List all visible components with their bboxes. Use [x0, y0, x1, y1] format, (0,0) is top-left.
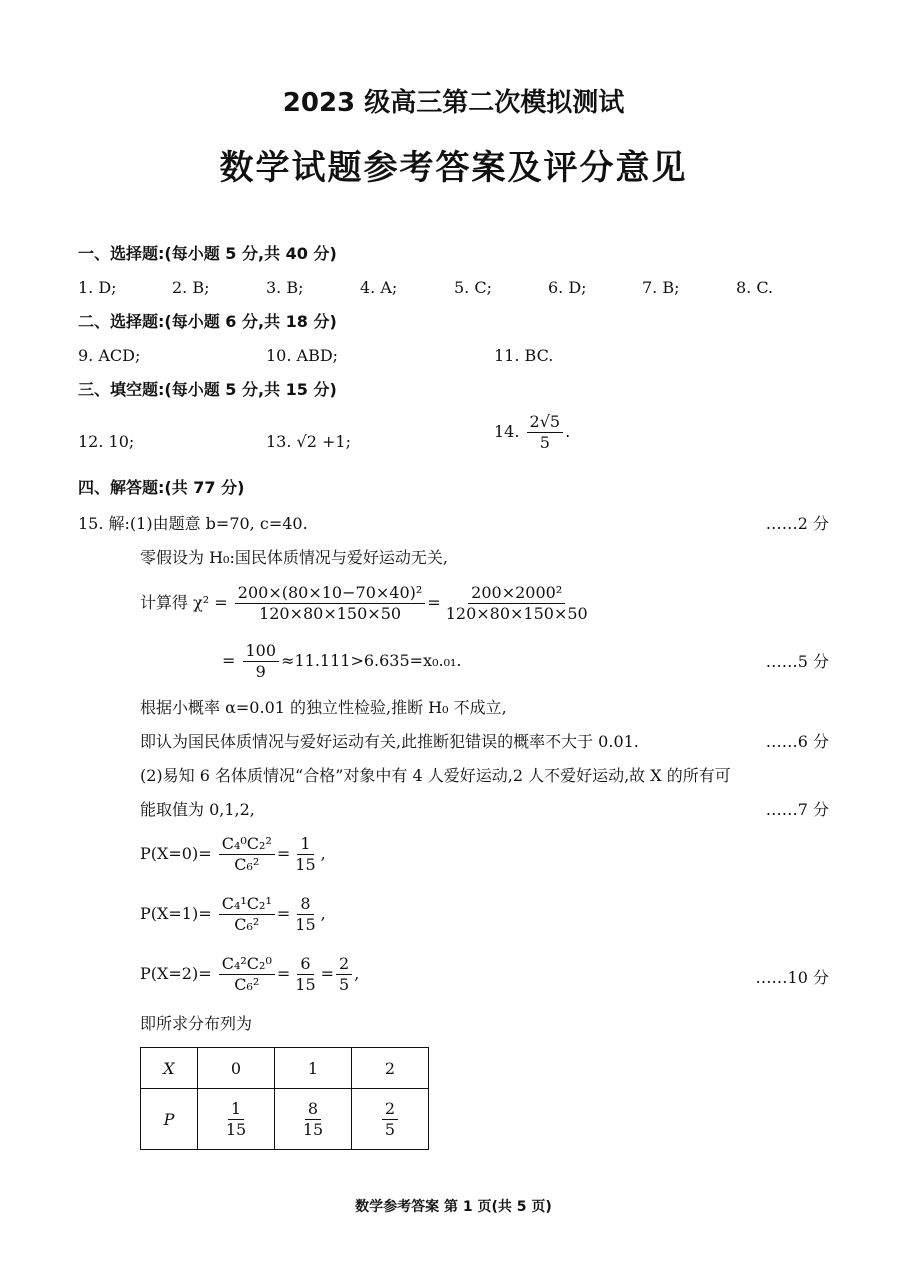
answer-13: 13. √2 +1;: [266, 432, 351, 451]
prob-x2-comb-den: C₆²: [234, 975, 260, 994]
table-row: [141, 1048, 429, 1089]
answer-3: 3. B;: [266, 278, 304, 297]
chi-frac-2: [443, 583, 591, 624]
q15-score-1: ……2 分: [765, 514, 829, 533]
chi-frac-1-num: 200×(80×10−70×40)²: [235, 583, 426, 604]
answer-14-numerator: 2√5: [527, 412, 564, 433]
prob-x1-comb: [219, 894, 275, 935]
answer-14: [494, 412, 570, 453]
table-frac-num: 2: [382, 1099, 398, 1120]
answer-2: 2. B;: [172, 278, 210, 297]
chi-square-prefix: 计算得 χ² =: [140, 593, 228, 612]
chi-frac-3: [243, 641, 280, 682]
prob-x1-comb-den: C₆²: [234, 915, 260, 934]
prob-x2: P(X=2)= $\frac{\text{C₄²C₂⁰}}{\text{C₆²}}$ = $\frac{6}{15}$ = $\frac{2}{5}$ ,: [140, 954, 360, 994]
table-cell: 2: [352, 1048, 429, 1089]
prob-x2-label: P(X=2)=: [140, 964, 212, 983]
answer-5: 5. C;: [454, 278, 492, 297]
prob-x0-comb-num: C₄⁰C₂²: [219, 834, 275, 855]
prob-x2-comb-num: C₄²C₂⁰: [219, 954, 275, 975]
table-cell: 1: [275, 1048, 352, 1089]
prob-x1-den: 15: [295, 915, 316, 934]
q15-score-5: ……10 分: [755, 968, 829, 987]
chi-result-prefix: =: [222, 651, 236, 670]
chi-frac-1: [235, 583, 426, 624]
prob-x1-value: [292, 894, 318, 935]
page-footer: 数学参考答案 第 1 页(共 5 页): [355, 1199, 552, 1215]
chi-result-suffix: ≈11.111>6.635=x₀.₀₁.: [281, 651, 462, 670]
answer-14-end: .: [565, 422, 571, 441]
prob-x2-num: 6: [297, 954, 313, 975]
table-frac-num: 1: [228, 1099, 244, 1120]
section4-heading: 四、解答题:(共 77 分): [78, 478, 245, 497]
answer-1: 1. D;: [78, 278, 117, 297]
prob-x2-comb: [219, 954, 275, 995]
answer-8: 8. C.: [736, 278, 774, 297]
prob-x0-comb-den: C₆²: [234, 855, 260, 874]
chi-frac-3-den: 9: [255, 662, 266, 681]
table-row: [141, 1089, 429, 1150]
document-title: 数学试题参考答案及评分意见: [219, 148, 688, 188]
table-frac-den: 5: [384, 1119, 396, 1139]
prob-x1-comb-num: C₄¹C₂¹: [219, 894, 275, 915]
table-frac-num: 8: [305, 1099, 321, 1120]
prob-x1-num: 8: [297, 894, 313, 915]
answer-9: 9. ACD;: [78, 346, 141, 365]
q15-chi-square: 计算得 χ² = $\frac{\text{200×(80×10−70×40)²}}{120\times 80\times 150\times 50}$ = $\frac{\text{200×2000²}}{120\times 80\times 150\times 50}$: [140, 583, 593, 624]
prob-x2-simplified-den: 5: [339, 975, 350, 994]
section2-heading: 二、选择题:(每小题 6 分,共 18 分): [78, 312, 337, 331]
q15-inference-1: 根据小概率 α=0.01 的独立性检验,推断 H₀ 不成立,: [140, 698, 507, 717]
answer-6: 6. D;: [548, 278, 587, 297]
prob-x2-den: 15: [295, 975, 316, 994]
answer-4: 4. A;: [360, 278, 398, 297]
table-frac: [382, 1099, 398, 1140]
q15-hypothesis: 零假设为 H₀:国民体质情况与爱好运动无关,: [140, 548, 448, 567]
prob-x0-value: [292, 834, 318, 875]
q15-chi-result: [222, 641, 462, 682]
answer-14-fraction: [527, 412, 564, 453]
prob-x1: P(X=1)= $\frac{\text{C₄¹C₂¹}}{\text{C₆²}}$ = $\frac{8}{15}$ ,: [140, 894, 326, 934]
prob-x0: P(X=0)= $\frac{\text{C₄⁰C₂²}}{\text{C₆²}}$ = $\frac{1}{15}$ ,: [140, 834, 326, 874]
section1-heading: 一、选择题:(每小题 5 分,共 40 分): [78, 244, 337, 263]
q15-part2-line1: (2)易知 6 名体质情况“合格”对象中有 4 人爱好运动,2 人不爱好运动,故 X 的所有可: [140, 766, 731, 785]
distribution-intro: 即所求分布列为: [140, 1014, 253, 1033]
table-frac-den: 15: [225, 1119, 247, 1139]
q15-inference-2: 即认为国民体质情况与爱好运动有关,此推断犯错误的概率不大于 0.01.: [140, 732, 639, 751]
table-cell: 0: [198, 1048, 275, 1089]
table-header-x: X: [141, 1048, 198, 1089]
prob-x0-label: P(X=0)=: [140, 844, 212, 863]
table-frac: [223, 1099, 249, 1140]
prob-x2-simplified-num: 2: [336, 954, 352, 975]
table-header-p: P: [141, 1089, 198, 1150]
chi-frac-2-den: 120×80×150×50: [445, 604, 588, 623]
table-cell: [198, 1089, 275, 1150]
chi-frac-2-num: 200×2000²: [468, 583, 565, 604]
chi-frac-3-num: 100: [243, 641, 280, 662]
q15-part2-line2: 能取值为 0,1,2,: [140, 800, 255, 819]
table-frac-den: 15: [302, 1119, 324, 1139]
answer-12: 12. 10;: [78, 432, 135, 451]
q15-line1: 15. 解:(1)由题意 b=70, c=40.: [78, 514, 308, 533]
table-cell: [275, 1089, 352, 1150]
answer-7: 7. B;: [642, 278, 680, 297]
table-cell: [352, 1089, 429, 1150]
section3-heading: 三、填空题:(每小题 5 分,共 15 分): [78, 380, 337, 399]
answer-10: 10. ABD;: [266, 346, 339, 365]
chi-frac-1-den: 120×80×150×50: [259, 604, 402, 623]
answer-14-denominator: 5: [539, 433, 550, 452]
prob-x0-den: 15: [295, 855, 316, 874]
answer-11: 11. BC.: [494, 346, 554, 365]
prob-x2-simplified: [336, 954, 352, 995]
prob-x2-value: [292, 954, 318, 995]
distribution-table: [140, 1047, 429, 1150]
prob-x1-label: P(X=1)=: [140, 904, 212, 923]
q15-score-4: ……7 分: [765, 800, 829, 819]
q15-score-3: ……6 分: [765, 732, 829, 751]
prob-x0-comb: [219, 834, 275, 875]
prob-x0-num: 1: [297, 834, 313, 855]
answer-14-label: 14.: [494, 422, 520, 441]
table-frac: [300, 1099, 326, 1140]
q15-score-2: ……5 分: [765, 652, 829, 671]
exam-title: 2023 级高三第二次模拟测试: [282, 88, 625, 118]
